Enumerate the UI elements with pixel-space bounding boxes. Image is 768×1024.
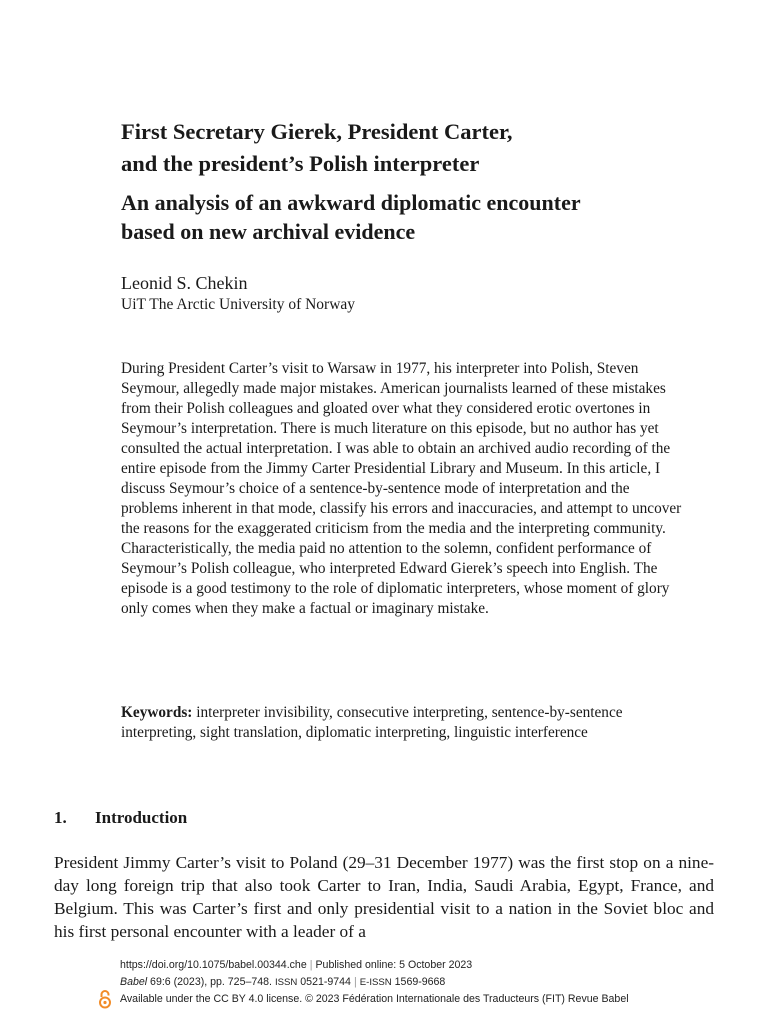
- open-access-icon: [98, 989, 112, 1009]
- issn: 0521-9744: [297, 976, 351, 988]
- section-heading: [54, 807, 187, 829]
- body-paragraph: President Jimmy Carter’s visit to Poland (29–31 December 1977) was the first stop on a nine-day long foreign trip that also took Carter to Iran, India, Saudi Arabia, Egypt, France, and Belgium. This was Carter’s first and only presidential visit to a nation in the Soviet bloc and his first personal encounter with a leader of a: [54, 853, 714, 941]
- keywords: [121, 703, 688, 743]
- article-title: [121, 116, 721, 180]
- section-title: Introduction: [95, 808, 188, 827]
- journal-name: Babel: [120, 976, 148, 988]
- doi-link[interactable]: https://doi.org/10.1075/babel.00344.che: [120, 959, 307, 971]
- issn-label: ISSN: [274, 977, 298, 988]
- footer-separator: |: [353, 976, 357, 988]
- page-footer: [120, 957, 740, 1008]
- title-line-2: and the president’s Polish interpreter: [121, 151, 480, 176]
- abstract: During President Carter’s visit to Warsaw in 1977, his interpreter into Polish, Steven Seymour, allegedly made major mistakes. American journalists learned of these mistakes from their Polish colleagues and gloated over what they considered erotic overtones in Seymour’s interpretation. There is much literature on this episode, but no author has yet consulted the actual interpretation. I was able to obtain an archived audio recording of the entire episode from the Jimmy Carter Presidential Library and Museum. In this article, I discuss Seymour’s choice of a sentence-by-sentence mode of interpretation and the problems inherent in that mode, classify his errors and inaccuracies, and attempt to uncover the reasons for the exaggerated criticism from the media and the interpreting community. Characteristically, the media paid no attention to the solemn, confident performance of Seymour’s Polish colleague, who interpreted Edward Gierek’s speech into English. The episode is a good testimony to the role of diplomatic interpreters, whose moment of glory only comes when they make a factual or imaginary mistake.: [121, 360, 682, 617]
- keywords-label: Keywords:: [121, 704, 193, 721]
- article-subtitle: [121, 188, 721, 246]
- subtitle-line-2: based on new archival evidence: [121, 219, 416, 244]
- license-text[interactable]: Available under the CC BY 4.0 license.: [120, 993, 303, 1005]
- footer-line-2: [120, 974, 740, 991]
- keywords-text: interpreter invisibility, consecutive interpreting, sentence-by-sentence interpreting, sight translation, diplomatic interpreting, linguistic interference: [121, 704, 623, 741]
- eissn: 1569-9668: [391, 976, 446, 988]
- eissn-label: E-ISSN: [359, 977, 392, 988]
- footer-separator: |: [309, 959, 313, 971]
- subtitle-line-1: An analysis of an awkward diplomatic encounter: [121, 190, 581, 215]
- journal-volume: 69:6 (2023), pp. 725–748.: [147, 976, 272, 988]
- footer-line-3: [120, 991, 740, 1008]
- copyright-text: © 2023 Fédération Internationale des Traducteurs (FIT) Revue Babel: [305, 993, 629, 1005]
- author-affiliation: UiT The Arctic University of Norway: [121, 296, 356, 313]
- footer-line-1: [120, 957, 740, 974]
- author-name: Leonid S. Chekin: [121, 273, 248, 293]
- section-number: 1.: [54, 808, 67, 827]
- title-line-1: First Secretary Gierek, President Carter,: [121, 119, 513, 144]
- published-date: Published online: 5 October 2023: [315, 959, 473, 971]
